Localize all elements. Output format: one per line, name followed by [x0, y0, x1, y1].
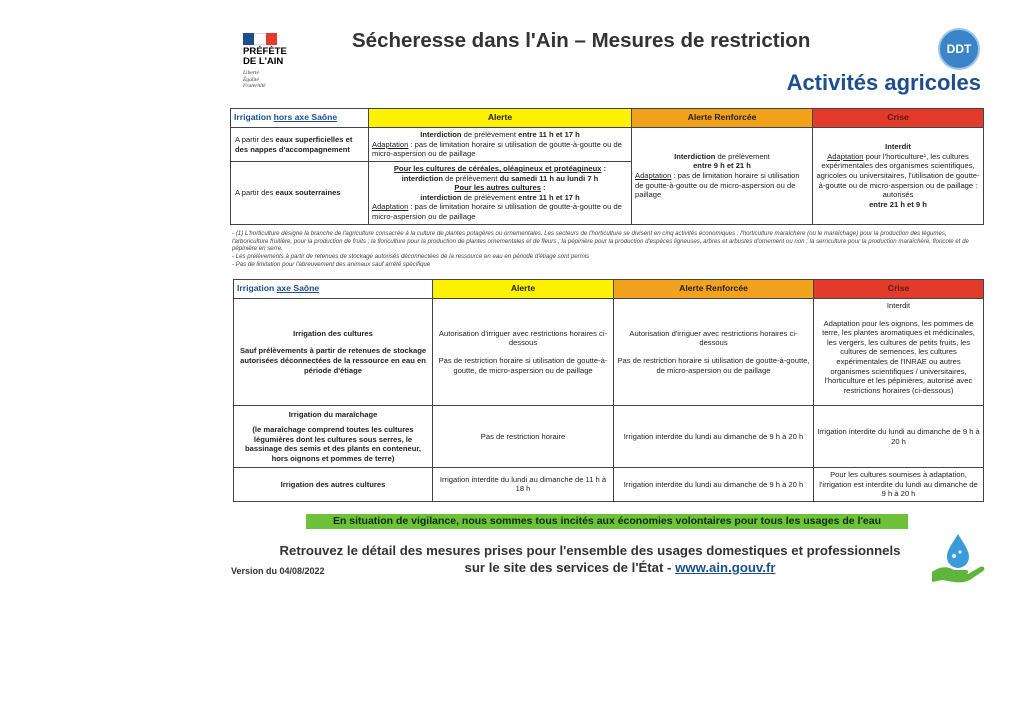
text: : [601, 164, 607, 173]
table-row [234, 468, 984, 502]
page-title: Sécheresse dans l'Ain – Mesures de restriction [352, 29, 811, 52]
label-bold: eaux souterraines [275, 187, 341, 197]
row-label-irrigation-cultures [234, 299, 433, 406]
marianne-flag-icon [243, 33, 277, 45]
retrouvez-text [250, 542, 930, 576]
motto-liberte: Liberté [243, 70, 259, 76]
text: de prélèvement [443, 173, 500, 183]
logo-motto [243, 70, 313, 90]
text: Autorisation d'irriguer avec restrictions horaires ci-dessous [438, 328, 608, 348]
table-axe-saone [233, 279, 984, 502]
text-bold: Interdiction [674, 151, 716, 161]
version-date: Version du 04/08/2022 [231, 566, 325, 576]
text-underlined: Adaptation [372, 202, 409, 212]
row-label-eaux-souterraines [231, 162, 369, 225]
label-title: Irrigation des cultures [293, 328, 373, 338]
text: de prélèvement [461, 130, 519, 140]
row-label-autres-cultures: Irrigation des autres cultures [234, 468, 433, 502]
text: Pas de restriction horaire si utilisation de goutte-à-goutte, de micro-aspersion ou de paillage [617, 356, 810, 375]
label-prefix: A partir des [235, 187, 276, 197]
header-irrigation-axe-saone [234, 280, 433, 299]
cell-alerte-cultures [433, 299, 614, 406]
table-row [231, 128, 984, 162]
cell-crise-maraichage: Irrigation interdite du lundi au dimanche de 9 h à 20 h [814, 406, 984, 468]
text-underlined: Adaptation [827, 151, 864, 161]
text-underlined: Adaptation [635, 170, 672, 180]
text-bold: du samedi 11 h au lundi 7 h [499, 173, 599, 183]
header-crise: Crise [813, 109, 984, 128]
text: : [540, 183, 546, 193]
text-bold: entre 11 h et 17 h [518, 192, 580, 202]
page-subtitle: Activités agricoles [786, 70, 981, 95]
header-crise: Crise [814, 280, 984, 299]
row-label-maraichage [234, 406, 433, 468]
retrouvez-line2: sur le site des services de l'État - [464, 560, 676, 575]
logo-name-line1: PRÉFÈTE [243, 46, 287, 57]
label-detail: Sauf prélèvements à partir de retenues de stockage autorisées déconnectées de la ressource en eau en période d'étiage [239, 346, 427, 375]
cell-renforcee-autres: Irrigation interdite du lundi au dimanche de 9 h à 20 h [614, 468, 814, 502]
footnote-abreuvement: - Pas de limitation pour l'abreuvement des animaux sauf arrêté spécifique [232, 260, 431, 268]
text: de prélèvement [715, 151, 770, 161]
text-bold: interdiction [401, 173, 443, 183]
logo-name [243, 47, 313, 67]
label-bold: eaux superficielles et des nappes d'accompagnement [235, 134, 353, 154]
cell-crise-cultures [814, 299, 984, 406]
text: Adaptation pour les oignons, les pommes de terre, les plantes aromatiques et médicinales, les vergers, les cultures de petits fruits, les cultures de semences, les cultures expérimentales de l'INRAE ou autres organismes scientifiques / universitaires, l'horticulture et les pépinières, autorisé avec restrictions horaires (ci-dessous) [822, 318, 975, 395]
text: Interdit [886, 301, 911, 310]
table-row [234, 406, 984, 468]
header-label-link: axe Saône [276, 283, 320, 294]
header-alerte-renforcee: Alerte Renforcée [632, 109, 813, 128]
text: Pas de restriction horaire si utilisation de goutte-à-goutte, de micro-aspersion ou de paillage [438, 356, 608, 375]
water-hand-icon [930, 532, 986, 584]
cell-crise-autres: Pour les cultures soumises à adaptation, l'irrigation est interdite du lundi au dimanche de 9 h à 20 h [814, 468, 984, 502]
text: pour l'horticulture¹, les cultures expérimentales des organismes scientifiques, agricoles ou universitaires, l'utilisation de goutte-à-goutte ou de micro-aspersion ou de paillage : autorisés [816, 151, 980, 200]
cell-crise-merged [813, 128, 984, 225]
text: : pas de limitation horaire si utilisation de goutte-à-goutte ou de micro-aspersion ou de paillage [372, 202, 622, 221]
text: Autorisation d'irriguer avec restrictions horaires ci-dessous [629, 328, 798, 348]
header-label-link: hors axe Saône [273, 112, 338, 123]
text-bold: entre 9 h et 21 h [693, 161, 751, 171]
prefecture-logo [243, 33, 313, 90]
text: : pas de limitation horaire si utilisation de goutte-à-goutte ou de micro-aspersion ou de paillage [372, 139, 622, 159]
cell-alerte-superficielles [369, 128, 632, 162]
cell-alerte-maraichage: Pas de restriction horaire [433, 406, 614, 468]
vigilance-banner: En situation de vigilance, nous sommes tous incités aux économies volontaires pour tous les usages de l'eau [306, 514, 908, 529]
label-detail: (le maraîchage comprend toutes les cultures légumières dont les cultures sous serres, le bassinage des semis et des plants en conteneur, hors oignons et pommes de terre) [245, 425, 421, 463]
text-underlined: Pour les cultures de céréales, oléagineux et protéagineux [393, 164, 602, 173]
label-title: Irrigation du maraîchage [288, 409, 378, 419]
text-bold: interdiction [420, 192, 462, 202]
text-underlined: Adaptation [372, 139, 409, 149]
cell-renforcee-merged [632, 128, 813, 225]
cell-renforcee-cultures [614, 299, 814, 406]
text-bold: entre 11 h et 17 h [518, 130, 580, 140]
table-header-row [231, 109, 984, 128]
cell-alerte-autres: Irrigation interdite du lundi au dimanche de 11 h à 18 h [433, 468, 614, 502]
cell-alerte-souterraines [369, 162, 632, 225]
header-irrigation-hors-axe [231, 109, 369, 128]
text: de prélèvement [461, 192, 519, 202]
retrouvez-line1: Retrouvez le détail des mesures prises pour l'ensemble des usages domestiques et professionnels [279, 543, 901, 558]
header-alerte-renforcee: Alerte Renforcée [614, 280, 814, 299]
header-label-prefix: Irrigation [237, 283, 277, 294]
footnote-retenues: - Les prélèvements à partir de retenues de stockage autorisés déconnectées de la ressource en eau en période d'étiage sont permis [232, 253, 590, 261]
table-header-row [234, 280, 984, 299]
ain-gouv-link[interactable]: www.ain.gouv.fr [675, 560, 776, 575]
row-label-eaux-superficielles [231, 128, 369, 162]
footnote-horticulture: - (1) L'horticulture désigne la branche de l'agriculture consacrée à la culture de plantes potagères ou ornementales. Les secteurs de l'horticulture se divisent en cinq activités économiques : l'horticulture maraîchère (ou le maraîchage) pour la production des légumes, l'arboriculture fruitière, pour la production de fruits ; la floriculture pour la production de plantes ornementales et de fleurs ; la pépinière pour la production d'espèces ligneuses, arbres et arbustes d'ornement ou non ; la serriculture pour la production maraîchère, floricole et de pépinière en serre. [232, 230, 969, 253]
ddt-logo: DDT [938, 28, 980, 70]
text: : pas de limitation horaire si utilisation de goutte-à-goutte ou de micro-aspersion ou de paillage [635, 170, 800, 200]
header-label-prefix: Irrigation [234, 112, 274, 123]
footnotes [232, 230, 984, 269]
text-bold: entre 21 h et 9 h [869, 199, 927, 209]
text-underlined: Pour les autres cultures [454, 183, 541, 193]
header-alerte: Alerte [433, 280, 614, 299]
motto-fraternite: Fraternité [243, 83, 266, 89]
cell-renforcee-maraichage: Irrigation interdite du lundi au dimanche de 9 h à 20 h [614, 406, 814, 468]
text-bold: Interdit [885, 142, 911, 152]
header-alerte: Alerte [369, 109, 632, 128]
logo-name-line2: DE L'AIN [243, 56, 284, 67]
table-row [234, 299, 984, 406]
label-prefix: A partir des [235, 134, 276, 144]
motto-egalite: Égalité [243, 76, 259, 83]
text-bold: Interdiction [420, 130, 462, 140]
table-hors-axe-saone [230, 108, 984, 225]
